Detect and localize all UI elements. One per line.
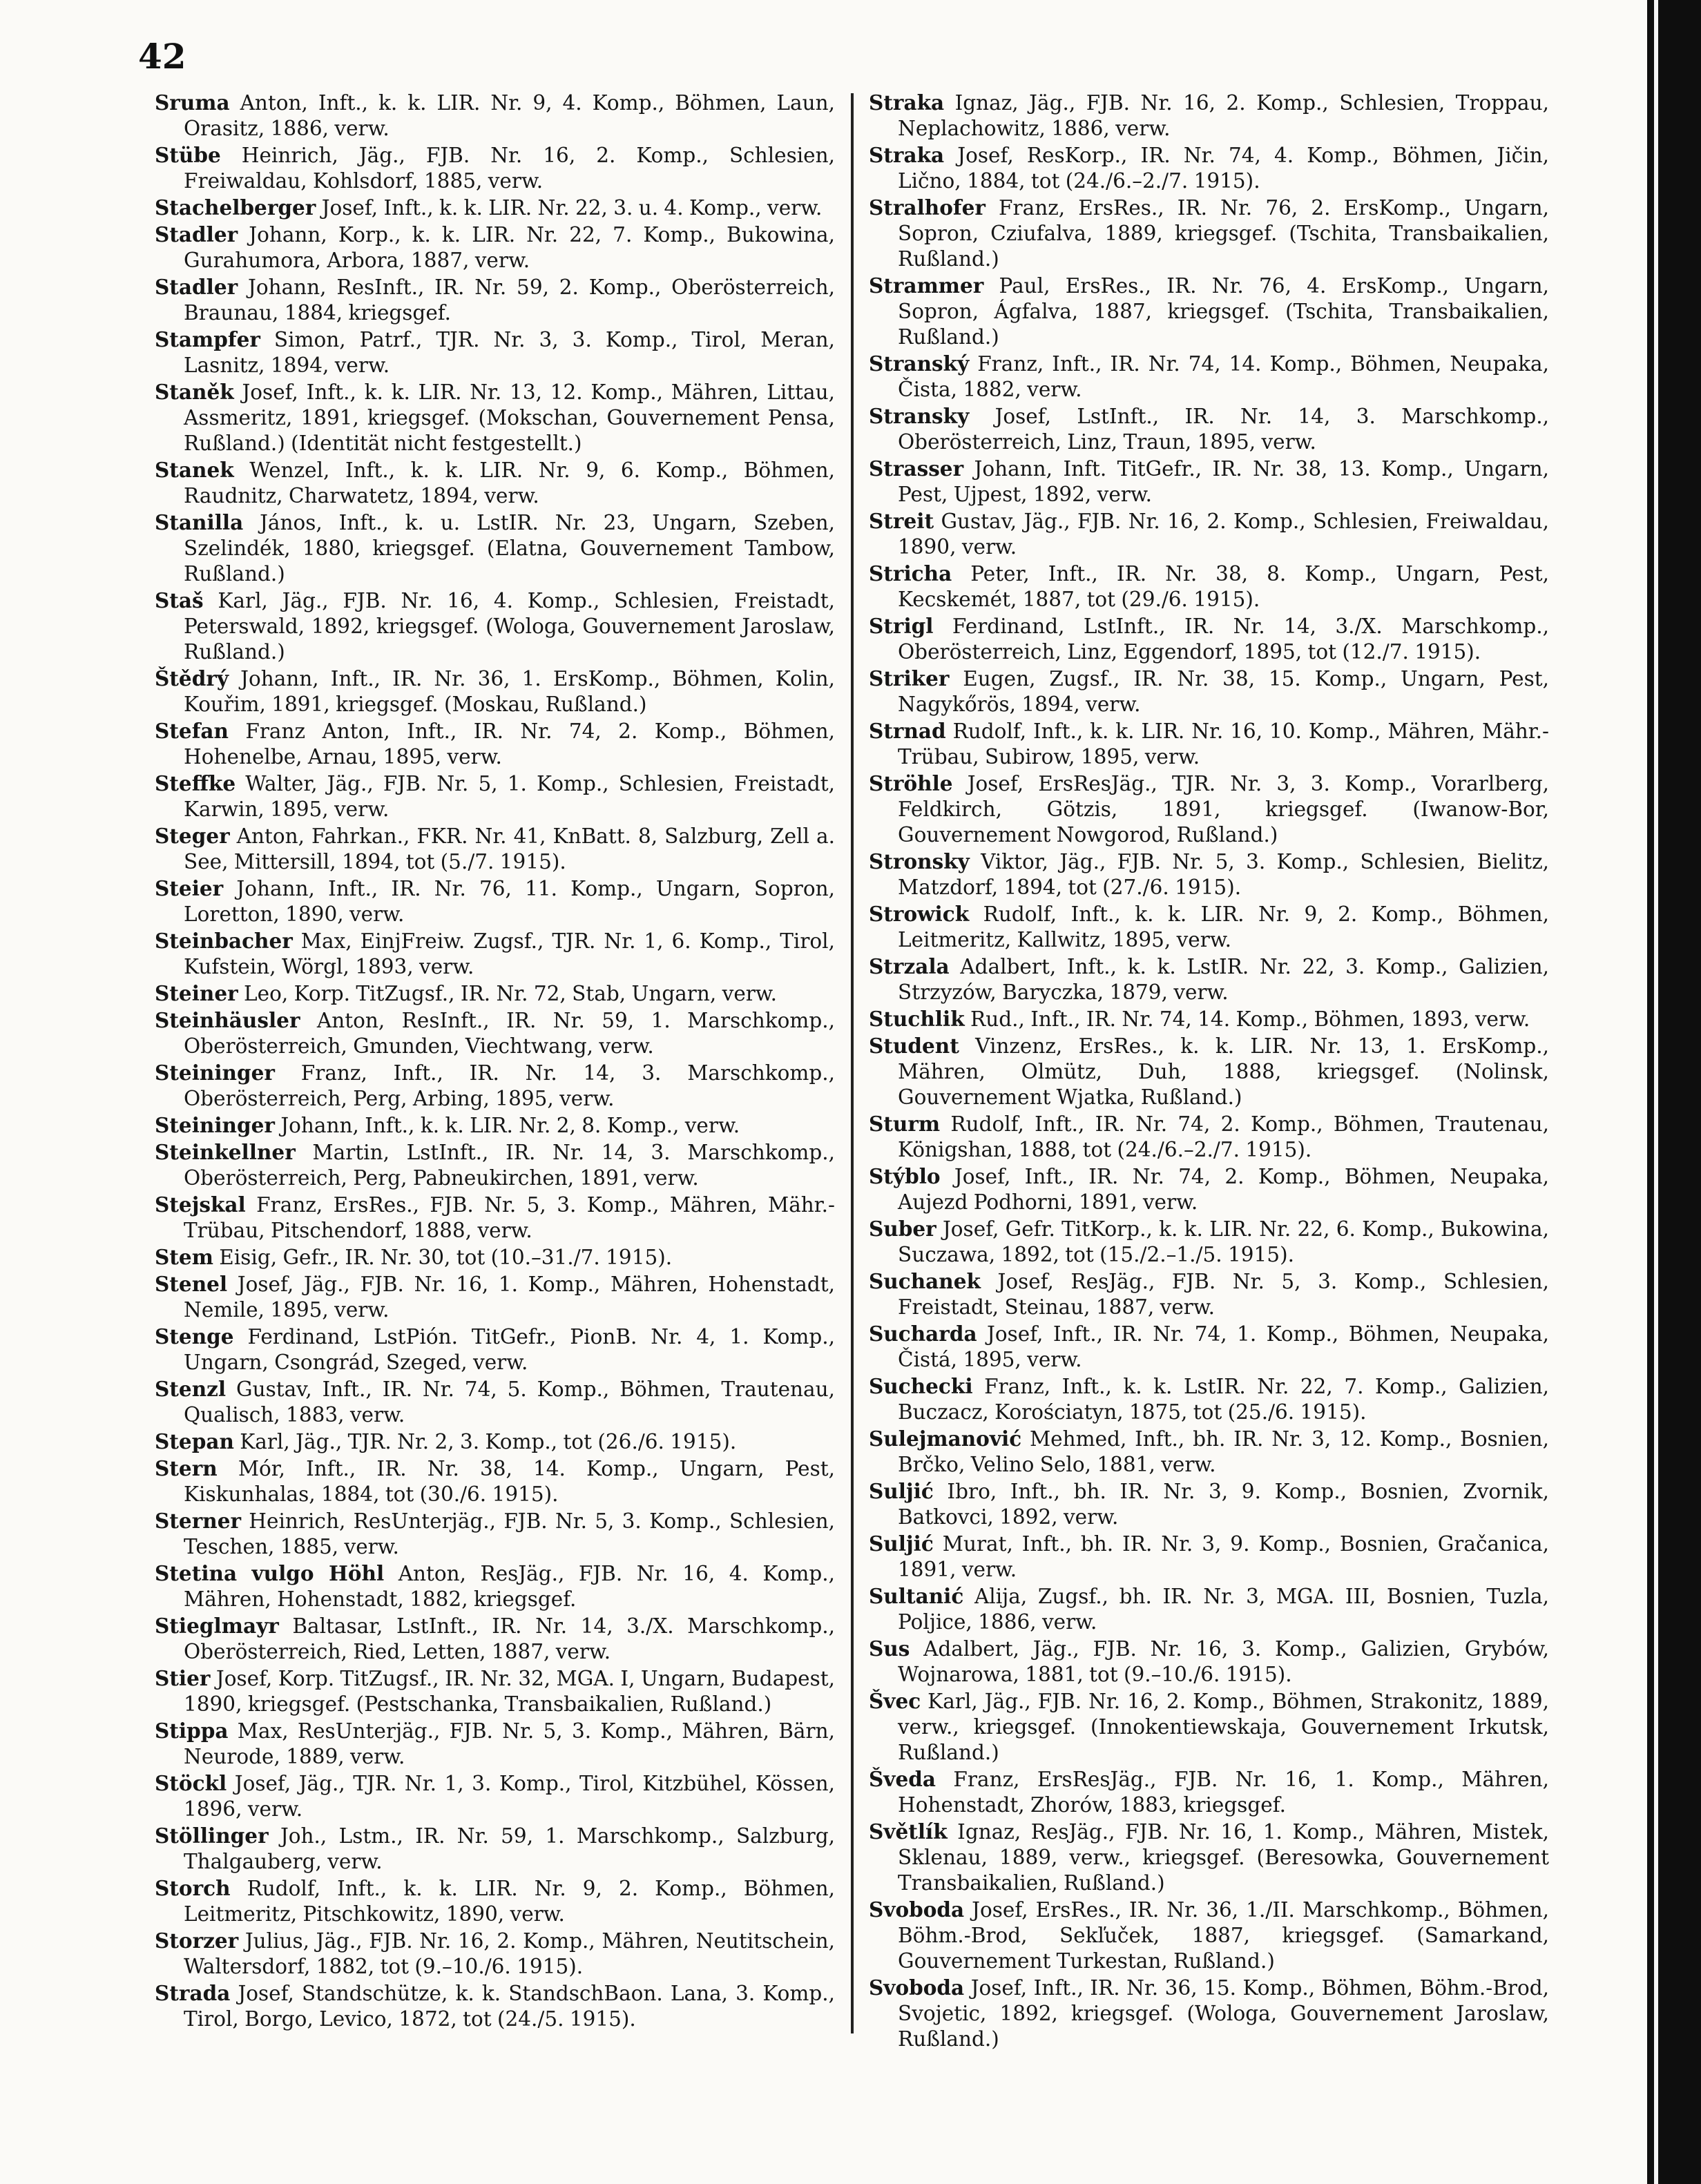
list-entry — [155, 823, 835, 875]
scan-border-line — [1654, 0, 1658, 2184]
right-column — [869, 90, 1549, 2106]
entry-surname: Svoboda — [869, 1975, 965, 2000]
entry-details: Rudolf, Inft., k. k. LIR. Nr. 16, 10. Komp., Mähren, Mähr.-Trübau, Subirow, 1895, verw. — [898, 719, 1549, 769]
entry-surname: Suljić — [869, 1531, 934, 1556]
entry-details: Joh., Lstm., IR. Nr. 59, 1. Marschkomp., Salzburg, Thalgauberg, verw. — [184, 1824, 835, 1873]
entry-surname: Striker — [869, 666, 950, 690]
entry-details: Simon, Patrf., TJR. Nr. 3, 3. Komp., Tirol, Meran, Lasnitz, 1894, verw. — [184, 328, 835, 377]
list-entry — [869, 901, 1549, 953]
list-entry — [155, 1007, 835, 1059]
entry-surname: Storch — [155, 1876, 231, 1900]
entry-surname: Světlík — [869, 1819, 948, 1844]
entry-surname: Storzer — [155, 1929, 239, 1953]
entry-details: Martin, LstInft., IR. Nr. 14, 3. Marschkomp., Oberösterreich, Perg, Pabneukirchen, 1891, verw. — [184, 1141, 835, 1190]
entry-surname: Straka — [869, 143, 945, 167]
entry-details: Ignaz, Jäg., FJB. Nr. 16, 2. Komp., Schlesien, Troppau, Neplachowitz, 1886, verw. — [898, 91, 1549, 140]
entry-details: Josef, Jäg., FJB. Nr. 16, 1. Komp., Mähren, Hohenstadt, Nemile, 1895, verw. — [184, 1273, 835, 1322]
entry-surname: Staněk — [155, 380, 234, 404]
entry-surname: Stuchlik — [869, 1007, 965, 1031]
entry-surname: Steger — [155, 824, 230, 848]
list-entry — [869, 1111, 1549, 1163]
list-entry — [869, 1163, 1549, 1215]
entry-surname: Stachelberger — [155, 195, 316, 220]
entry-details: Rudolf, Inft., IR. Nr. 74, 2. Komp., Böhmen, Trautenau, Königshan, 1888, tot (24./6.–2./7. 1915). — [898, 1112, 1549, 1161]
list-entry — [155, 142, 835, 194]
list-entry — [155, 1665, 835, 1717]
entry-details: Eugen, Zugsf., IR. Nr. 38, 15. Komp., Ungarn, Pest, Nagykőrös, 1894, verw. — [898, 667, 1549, 716]
list-entry — [155, 274, 835, 326]
list-entry — [155, 1324, 835, 1375]
entry-surname: Steinbacher — [155, 929, 293, 953]
entry-surname: Stralhofer — [869, 195, 986, 220]
entry-details: Mór, Inft., IR. Nr. 38, 14. Komp., Ungarn, Pest, Kiskunhalas, 1884, tot (30./6. 1915). — [184, 1457, 835, 1506]
list-entry — [869, 718, 1549, 770]
entry-surname: Stejskal — [155, 1192, 246, 1217]
entry-details: Heinrich, Jäg., FJB. Nr. 16, 2. Komp., Schlesien, Freiwaldau, Kohlsdorf, 1885, verw. — [184, 144, 835, 193]
list-entry — [155, 222, 835, 273]
entry-details: Johann, Korp., k. k. LIR. Nr. 22, 7. Komp., Bukowina, Gurahumora, Arbora, 1887, verw. — [184, 223, 835, 272]
list-entry — [869, 1216, 1549, 1268]
list-entry — [869, 142, 1549, 194]
entry-surname: Stýblo — [869, 1164, 941, 1188]
entry-surname: Stöllinger — [155, 1824, 269, 1848]
list-entry — [155, 1376, 835, 1428]
entry-surname: Stetina vulgo Höhl — [155, 1561, 385, 1585]
list-entry — [155, 1060, 835, 1112]
entry-details: Rud., Inft., IR. Nr. 74, 14. Komp., Böhmen, 1893, verw. — [964, 1007, 1530, 1031]
list-entry — [869, 1531, 1549, 1583]
entry-details: Josef, Inft., IR. Nr. 74, 1. Komp., Böhmen, Neupaka, Čistá, 1895, verw. — [898, 1322, 1549, 1371]
list-entry — [869, 771, 1549, 848]
list-entry — [869, 1688, 1549, 1766]
list-entry — [869, 1819, 1549, 1896]
entry-details: Josef, Inft., k. k. LIR. Nr. 13, 12. Komp., Mähren, Littau, Assmeritz, 1891, kriegsgef. (Mokschan, Gouvernement Pensa, Rußland.) (Identität nicht festgestellt.) — [184, 380, 835, 455]
list-entry — [155, 1112, 835, 1139]
entry-details: Ferdinand, LstPión. TitGefr., PionB. Nr. 4, 1. Komp., Ungarn, Csongrád, Szeged, verw. — [184, 1325, 835, 1374]
list-entry — [869, 1268, 1549, 1320]
entry-surname: Strzala — [869, 954, 950, 978]
list-entry — [155, 1560, 835, 1612]
entry-details: Karl, Jäg., TJR. Nr. 2, 3. Komp., tot (26./6. 1915). — [233, 1430, 737, 1453]
entry-surname: Steinhäusler — [155, 1008, 300, 1032]
entry-details: Max, ResUnterjäg., FJB. Nr. 5, 3. Komp., Mähren, Bärn, Neurode, 1889, verw. — [184, 1719, 835, 1768]
entry-surname: Streit — [869, 509, 934, 533]
entry-details: Josef, Gefr. TitKorp., k. k. LIR. Nr. 22, 6. Komp., Bukowina, Suczawa, 1892, tot (15./2.–1./5. 1915). — [898, 1217, 1549, 1266]
list-entry — [869, 1766, 1549, 1818]
entry-surname: Stenge — [155, 1324, 234, 1349]
list-entry — [155, 327, 835, 378]
list-entry — [155, 1613, 835, 1665]
entry-details: Josef, Standschütze, k. k. StandschBaon. Lana, 3. Komp., Tirol, Borgo, Levico, 1872, tot (24./5. 1915). — [184, 1982, 835, 2031]
entry-surname: Strada — [155, 1981, 231, 2005]
entry-details: Josef, Jäg., TJR. Nr. 1, 3. Komp., Tirol, Kitzbühel, Kössen, 1896, verw. — [184, 1772, 835, 1821]
entry-details: Franz, Inft., IR. Nr. 74, 14. Komp., Böhmen, Neupaka, Čista, 1882, verw. — [898, 352, 1549, 401]
entry-surname: Sterner — [155, 1509, 242, 1533]
entry-details: Anton, ResInft., IR. Nr. 59, 1. Marschkomp., Oberösterreich, Gmunden, Viechtwang, verw. — [184, 1009, 835, 1058]
entry-surname: Stransky — [869, 404, 970, 428]
entry-surname: Stem — [155, 1245, 213, 1269]
list-entry — [155, 588, 835, 665]
entry-surname: Stadler — [155, 275, 238, 299]
entry-details: Ferdinand, LstInft., IR. Nr. 14, 3./X. Marschkomp., Oberösterreich, Linz, Eggendorf, 1895, tot (12./7. 1915). — [898, 615, 1549, 664]
entry-surname: Strammer — [869, 273, 984, 298]
entry-surname: Student — [869, 1034, 959, 1058]
entry-details: Franz, Inft., IR. Nr. 14, 3. Marschkomp., Oberösterreich, Perg, Arbing, 1895, verw. — [184, 1061, 835, 1110]
list-entry — [155, 980, 835, 1007]
column-divider — [851, 93, 854, 2033]
entry-surname: Stampfer — [155, 327, 260, 351]
entry-surname: Sulejmanović — [869, 1427, 1022, 1451]
list-entry — [869, 90, 1549, 142]
entry-surname: Straka — [869, 90, 945, 115]
list-entry — [869, 273, 1549, 350]
entry-surname: Strigl — [869, 614, 934, 638]
list-entry — [155, 1875, 835, 1927]
entry-surname: Stenzl — [155, 1377, 227, 1401]
list-entry — [155, 1429, 835, 1455]
list-entry — [869, 666, 1549, 717]
list-entry — [869, 1373, 1549, 1425]
entry-details: Paul, ErsRes., IR. Nr. 76, 4. ErsKomp., Ungarn, Sopron, Ágfalva, 1887, kriegsgef. (Tschita, Transbaikalien, Rußland.) — [898, 274, 1549, 349]
entry-surname: Suchanek — [869, 1269, 981, 1293]
entry-details: Ibro, Inft., bh. IR. Nr. 3, 9. Komp., Bosnien, Zvornik, Batkovci, 1892, verw. — [898, 1480, 1549, 1529]
list-entry — [869, 561, 1549, 612]
entry-surname: Suchecki — [869, 1374, 973, 1398]
entry-details: Franz, ErsResJäg., FJB. Nr. 16, 1. Komp., Mähren, Hohenstadt, Zhorów, 1883, kriegsgef. — [898, 1768, 1549, 1817]
entry-surname: Stieglmayr — [155, 1614, 279, 1638]
entry-surname: Steier — [155, 876, 224, 900]
entry-surname: Stepan — [155, 1429, 234, 1453]
list-entry — [155, 876, 835, 927]
list-entry — [869, 1033, 1549, 1110]
entry-surname: Stranský — [869, 351, 970, 376]
entry-details: Johann, Inft., IR. Nr. 36, 1. ErsKomp., Böhmen, Kolin, Kouřim, 1891, kriegsgef. (Moskau, Rußland.) — [184, 667, 835, 716]
list-entry — [155, 1823, 835, 1875]
list-entry — [869, 1478, 1549, 1530]
left-column — [155, 90, 835, 2106]
entry-details: Wenzel, Inft., k. k. LIR. Nr. 9, 6. Komp., Böhmen, Raudnitz, Charwatetz, 1894, verw. — [184, 458, 835, 508]
entry-surname: Suber — [869, 1217, 936, 1241]
entry-details: Josef, ResKorp., IR. Nr. 74, 4. Komp., Böhmen, Jičin, Lično, 1884, tot (24./6.–2./7. 1915). — [898, 144, 1549, 193]
entry-details: János, Inft., k. u. LstIR. Nr. 23, Ungarn, Szeben, Szelindék, 1880, kriegsgef. (Elatna, Gouvernement Tambow, Rußland.) — [184, 511, 835, 586]
list-entry — [869, 195, 1549, 272]
list-entry — [869, 1975, 1549, 2052]
list-entry — [155, 1192, 835, 1244]
entry-details: Adalbert, Jäg., FJB. Nr. 16, 3. Komp., Galizien, Grybów, Wojnarowa, 1881, tot (9.–10./6. 1915). — [898, 1637, 1549, 1686]
list-entry — [155, 928, 835, 980]
entry-details: Josef, ErsResJäg., TJR. Nr. 3, 3. Komp., Vorarlberg, Feldkirch, Götzis, 1891, kriegsgef. (Iwanow-Bor, Gouvernement Nowgorod, Rußland.) — [898, 772, 1549, 847]
entry-details: Karl, Jäg., FJB. Nr. 16, 2. Komp., Böhmen, Strakonitz, 1889, verw., kriegsgef. (Innokentiewskaja, Gouvernement Irkutsk, Rußland.) — [898, 1690, 1549, 1764]
entry-surname: Suljić — [869, 1479, 934, 1503]
entry-details: Adalbert, Inft., k. k. LstIR. Nr. 22, 3. Komp., Galizien, Strzyzów, Baryczka, 1879, verw. — [898, 955, 1549, 1004]
entry-details: Gustav, Inft., IR. Nr. 74, 5. Komp., Böhmen, Trautenau, Qualisch, 1883, verw. — [184, 1378, 835, 1427]
list-entry — [155, 771, 835, 822]
entry-surname: Stern — [155, 1456, 218, 1480]
entry-details: Josef, Inft., IR. Nr. 74, 2. Komp., Böhmen, Neupaka, Aujezd Podhorni, 1891, verw. — [898, 1165, 1549, 1214]
entry-details: Johann, Inft. TitGefr., IR. Nr. 38, 13. Komp., Ungarn, Pest, Ujpest, 1892, verw. — [898, 457, 1549, 506]
list-entry — [869, 1006, 1549, 1032]
entry-details: Ignaz, ResJäg., FJB. Nr. 16, 1. Komp., Mähren, Mistek, Sklenau, 1889, verw., kriegsgef. (Beresowka, Gouvernement Transbaikalien, Rußland.) — [898, 1820, 1549, 1895]
list-entry — [869, 849, 1549, 900]
list-entry — [155, 718, 835, 770]
entry-surname: Steinkellner — [155, 1140, 296, 1164]
entry-details: Anton, ResJäg., FJB. Nr. 16, 4. Komp., Mähren, Hohenstadt, 1882, kriegsgef. — [184, 1562, 835, 1611]
entry-details: Josef, Korp. TitZugsf., IR. Nr. 32, MGA. I, Ungarn, Budapest, 1890, kriegsgef. (Pestschanka, Transbaikalien, Rußland.) — [184, 1667, 835, 1716]
list-entry — [155, 379, 835, 456]
entry-details: Peter, Inft., IR. Nr. 38, 8. Komp., Ungarn, Pest, Kecskemét, 1887, tot (29./6. 1915). — [898, 562, 1549, 611]
entry-surname: Sturm — [869, 1112, 941, 1136]
list-entry — [869, 351, 1549, 403]
list-entry — [869, 613, 1549, 665]
entry-surname: Sucharda — [869, 1322, 977, 1346]
entry-details: Josef, ErsRes., IR. Nr. 36, 1./II. Marschkomp., Böhmen, Böhm.-Brod, Sekľuček, 1887, kriegsgef. (Samarkand, Gouvernement Turkestan, Rußland.) — [898, 1898, 1549, 1973]
entry-details: Josef, Inft., k. k. LIR. Nr. 22, 3. u. 4. Komp., verw. — [316, 196, 823, 220]
list-entry — [155, 195, 835, 221]
list-entry — [869, 1426, 1549, 1478]
list-entry — [869, 403, 1549, 455]
entry-details: Anton, Inft., k. k. LIR. Nr. 9, 4. Komp., Böhmen, Laun, Orasitz, 1886, verw. — [184, 91, 835, 140]
entry-details: Johann, Inft., k. k. LIR. Nr. 2, 8. Komp., verw. — [274, 1114, 740, 1137]
entry-details: Anton, Fahrkan., FKR. Nr. 41, KnBatt. 8, Salzburg, Zell a. See, Mittersill, 1894, tot (5./7. 1915). — [184, 824, 835, 873]
list-entry — [155, 510, 835, 587]
entry-details: Josef, ResJäg., FJB. Nr. 5, 3. Komp., Schlesien, Freistadt, Steinau, 1887, verw. — [898, 1270, 1549, 1319]
entry-details: Rudolf, Inft., k. k. LIR. Nr. 9, 2. Komp., Böhmen, Leitmeritz, Pitschkowitz, 1890, verw. — [184, 1877, 835, 1926]
entry-surname: Stricha — [869, 561, 952, 586]
entry-surname: Štědrý — [155, 666, 229, 690]
entry-details: Franz, ErsRes., FJB. Nr. 5, 3. Komp., Mähren, Mähr.-Trübau, Pitschendorf, 1888, verw. — [184, 1193, 835, 1242]
entry-surname: Stippa — [155, 1719, 229, 1743]
list-entry — [155, 1456, 835, 1507]
entry-details: Franz, ErsRes., IR. Nr. 76, 2. ErsKomp., Ungarn, Sopron, Cziufalva, 1889, kriegsgef. (Tschita, Transbaikalien, Rußland.) — [898, 196, 1549, 271]
entry-details: Alija, Zugsf., bh. IR. Nr. 3, MGA. III, Bosnien, Tuzla, Poljice, 1886, verw. — [898, 1585, 1549, 1634]
entry-surname: Stübe — [155, 143, 221, 167]
entry-details: Julius, Jäg., FJB. Nr. 16, 2. Komp., Mähren, Neutitschein, Waltersdorf, 1882, tot (9.–10./6. 1915). — [184, 1929, 835, 1978]
entry-surname: Sultanić — [869, 1584, 964, 1608]
list-entry — [155, 666, 835, 717]
entry-details: Franz Anton, Inft., IR. Nr. 74, 2. Komp., Böhmen, Hohenelbe, Arnau, 1895, verw. — [184, 719, 835, 769]
list-entry — [155, 1244, 835, 1270]
entry-details: Mehmed, Inft., bh. IR. Nr. 3, 12. Komp., Bosnien, Brčko, Velino Selo, 1881, verw. — [898, 1427, 1549, 1476]
list-entry — [155, 1508, 835, 1560]
list-entry — [155, 1770, 835, 1822]
page-number: 42 — [138, 36, 186, 77]
entry-surname: Svoboda — [869, 1897, 965, 1922]
list-entry — [155, 1139, 835, 1191]
entry-details: Walter, Jäg., FJB. Nr. 5, 1. Komp., Schlesien, Freistadt, Karwin, 1895, verw. — [184, 772, 835, 821]
list-entry — [869, 954, 1549, 1005]
entry-surname: Stöckl — [155, 1771, 227, 1795]
list-entry — [155, 1718, 835, 1770]
entry-details: Josef, Inft., IR. Nr. 36, 15. Komp., Böhmen, Böhm.-Brod, Svojetic, 1892, kriegsgef. (Wologa, Gouvernement Jaroslaw, Rußland.) — [898, 1976, 1549, 2051]
list-entry — [155, 1928, 835, 1980]
entry-details: Eisig, Gefr., IR. Nr. 30, tot (10.–31./7. 1915). — [213, 1246, 673, 1269]
entry-surname: Steininger — [155, 1061, 275, 1085]
list-entry — [155, 1980, 835, 2032]
entry-details: Heinrich, ResUnterjäg., FJB. Nr. 5, 3. Komp., Schlesien, Teschen, 1885, verw. — [184, 1509, 835, 1558]
entry-details: Franz, Inft., k. k. LstIR. Nr. 22, 7. Komp., Galizien, Buczacz, Korościatyn, 1875, tot (25./6. 1915). — [898, 1375, 1549, 1424]
entry-surname: Staš — [155, 588, 204, 612]
entry-surname: Strowick — [869, 902, 970, 926]
list-entry — [869, 1583, 1549, 1635]
list-entry — [869, 1321, 1549, 1373]
list-entry — [869, 1897, 1549, 1974]
entry-surname: Strnad — [869, 719, 946, 743]
entry-details: Karl, Jäg., FJB. Nr. 16, 4. Komp., Schlesien, Freistadt, Peterswald, 1892, kriegsgef. (Wologa, Gouvernement Jaroslaw, Rußland.) — [184, 589, 835, 664]
entry-surname: Švec — [869, 1689, 921, 1713]
entry-surname: Steininger — [155, 1113, 275, 1137]
list-entry — [869, 456, 1549, 508]
entry-details: Leo, Korp. TitZugsf., IR. Nr. 72, Stab, Ungarn, verw. — [238, 982, 778, 1005]
entry-details: Vinzenz, ErsRes., k. k. LIR. Nr. 13, 1. ErsKomp., Mähren, Olmütz, Duh, 1888, kriegsgef. (Nolinsk, Gouvernement Wjatka, Rußland.) — [898, 1034, 1549, 1109]
entry-surname: Stenel — [155, 1272, 228, 1296]
entry-surname: Ströhle — [869, 771, 953, 795]
entry-surname: Stanilla — [155, 510, 244, 534]
entry-surname: Stronsky — [869, 849, 970, 873]
entry-surname: Stanek — [155, 458, 234, 482]
entry-details: Gustav, Jäg., FJB. Nr. 16, 2. Komp., Schlesien, Freiwaldau, 1890, verw. — [898, 510, 1549, 559]
entry-details: Rudolf, Inft., k. k. LIR. Nr. 9, 2. Komp., Böhmen, Leitmeritz, Kallwitz, 1895, verw. — [898, 902, 1549, 951]
list-entry — [869, 1636, 1549, 1688]
entry-details: Johann, Inft., IR. Nr. 76, 11. Komp., Ungarn, Sopron, Loretton, 1890, verw. — [184, 877, 835, 926]
entry-surname: Sus — [869, 1636, 910, 1661]
entry-details: Baltasar, LstInft., IR. Nr. 14, 3./X. Marschkomp., Oberösterreich, Ried, Letten, 1887, verw. — [184, 1614, 835, 1663]
entry-details: Max, EinjFreiw. Zugsf., TJR. Nr. 1, 6. Komp., Tirol, Kufstein, Wörgl, 1893, verw. — [184, 929, 835, 978]
entry-surname: Steiner — [155, 981, 238, 1005]
entry-details: Josef, LstInft., IR. Nr. 14, 3. Marschkomp., Oberösterreich, Linz, Traun, 1895, verw. — [898, 405, 1549, 454]
entry-surname: Šveda — [869, 1767, 936, 1791]
list-entry — [155, 1271, 835, 1323]
entry-surname: Stadler — [155, 222, 238, 247]
entry-details: Murat, Inft., bh. IR. Nr. 3, 9. Komp., Bosnien, Gračanica, 1891, verw. — [898, 1532, 1549, 1581]
list-entry — [155, 90, 835, 142]
entry-surname: Stefan — [155, 719, 229, 743]
entry-surname: Strasser — [869, 456, 964, 481]
list-entry — [869, 508, 1549, 560]
list-entry — [155, 457, 835, 509]
entry-details: Johann, ResInft., IR. Nr. 59, 2. Komp., Oberösterreich, Braunau, 1884, kriegsgef. — [184, 276, 835, 325]
entry-surname: Sruma — [155, 90, 230, 115]
entry-surname: Stier — [155, 1666, 211, 1690]
entry-details: Viktor, Jäg., FJB. Nr. 5, 3. Komp., Schlesien, Bielitz, Matzdorf, 1894, tot (27./6. 1915). — [898, 850, 1549, 899]
entry-surname: Steffke — [155, 771, 236, 795]
